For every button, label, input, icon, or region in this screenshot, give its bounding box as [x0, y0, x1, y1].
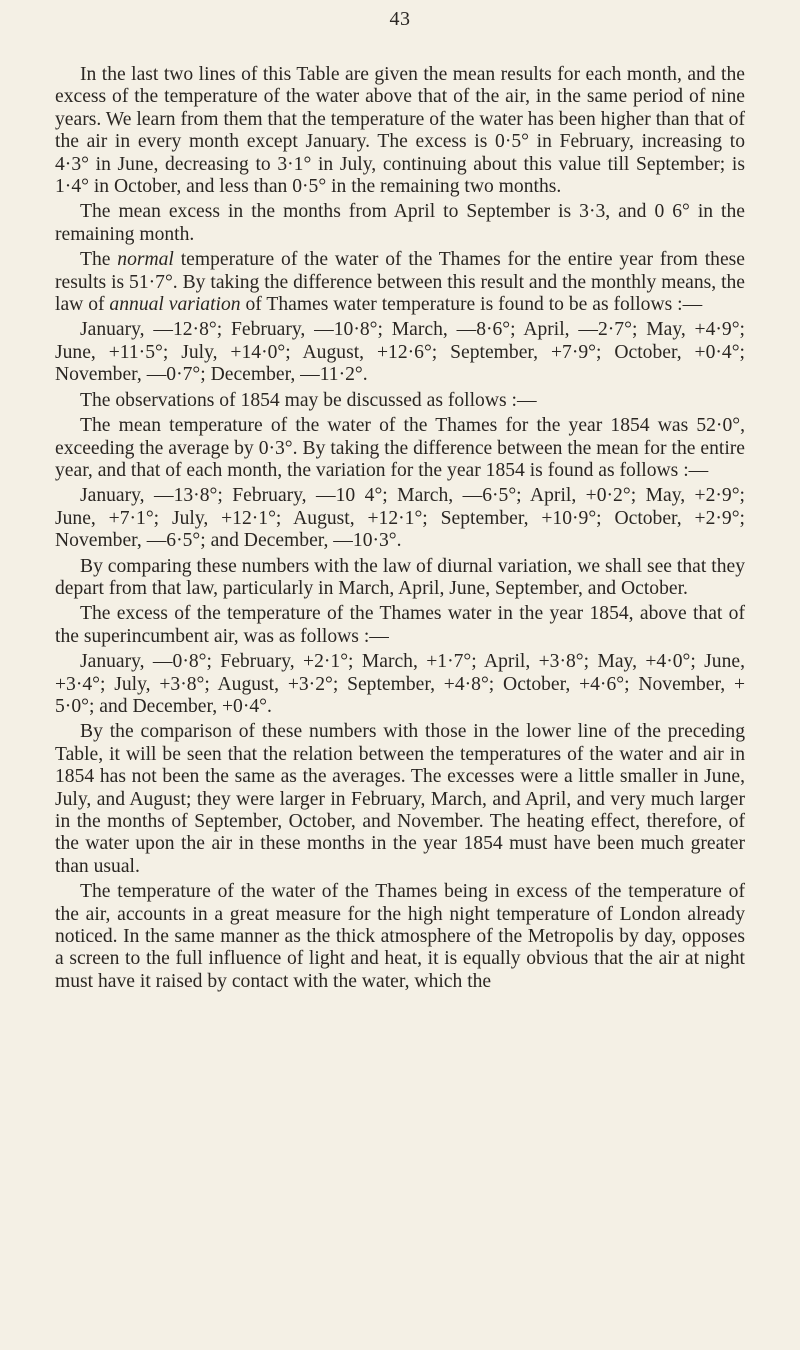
- text-segment: The: [80, 249, 118, 271]
- paragraph-normal-temperature: [55, 249, 745, 316]
- paragraph-1854-variation-values: January, —13·8°; February, —10 4°; March, —6·5°; April, +0·2°; May, +2·9°; June, +7·1°; July, +12·1°; August, +12·1°; September, +10·9°; October, +2·9°; November, —6·5°; and December, —10·3°.: [55, 485, 745, 552]
- paragraph-night-temperature: The temperature of the water of the Thames being in excess of the temperature of the air, accounts in a great measure for the high night temperature of London already noticed. In the same manner as the thick atmosphere of the Metropolis by day, opposes a screen to the full influence of light and heat, it is equally obvious that the air at night must have it raised by contact with the water, which the: [55, 881, 745, 992]
- paragraph-excess-values: January, —0·8°; February, +2·1°; March, +1·7°; April, +3·8°; May, +4·0°; June, +3·4°; July, +3·8°; August, +3·2°; September, +4·8°; October, +4·6°; November, + 5·0°; and December, +0·4°.: [55, 651, 745, 717]
- text-segment: temperature of the water of the Thames for the entire year from these results is 51·7°. By taking the difference between this result and the monthly means, the law of: [55, 249, 745, 316]
- paragraph-mean-excess: The mean excess in the months from April to September is 3·3, and 0 6° in the remaining month.: [55, 201, 745, 245]
- paragraph-1854-intro: The observations of 1854 may be discussed as follows :—: [80, 389, 537, 411]
- page-number: 43: [389, 8, 411, 30]
- paragraph-table-summary: In the last two lines of this Table are given the mean results for each month, and the excess of the temperature of the water above that of the air, in the same period of nine years. We learn from them that the temperature of the water has been higher than that of the air in every month except January. The excess is 0·5° in February, increasing to 4·3° in June, decreasing to 3·1° in July, continuing about this value till September; is 1·4° in October, and less than 0·5° in the remaining two months.: [55, 64, 745, 198]
- italic-normal: normal: [117, 249, 174, 271]
- paragraph-excess-intro: The excess of the temperature of the Thames water in the year 1854, above that of the superincumbent air, was as follows :—: [55, 603, 745, 647]
- italic-annual-variation: annual variation: [109, 294, 241, 316]
- paragraph-diurnal-comparison: By comparing these numbers with the law of diurnal variation, we shall see that they depart from that law, particularly in March, April, June, September, and October.: [55, 555, 745, 599]
- body-text: [55, 64, 745, 996]
- paragraph-table-comparison: By the comparison of these numbers with those in the lower line of the preceding Table, it will be seen that the relation between the temperatures of the water and air in 1854 has not been the same as the averages. The excesses were a little smaller in June, July, and August; they were larger in February, March, and April, and very much larger in the months of September, October, and November. The heating effect, therefore, of the water upon the air in these months in the year 1854 must have been much greater than usual.: [55, 721, 745, 877]
- paragraph-1854-mean: The mean temperature of the water of the Thames for the year 1854 was 52·0°, exceeding the average by 0·3°. By taking the difference between the mean for the entire year, and that of each month, the variation for the year 1854 is found as follows :—: [55, 415, 745, 481]
- paragraph-annual-variation-values: January, —12·8°; February, —10·8°; March, —8·6°; April, —2·7°; May, +4·9°; June, +11·5°; July, +14·0°; August, +12·6°; September, +7·9°; October, +0·4°; November, —0·7°; December, —11·2°.: [55, 319, 745, 386]
- text-segment: of Thames water temperature is found to be as follows :—: [240, 294, 703, 316]
